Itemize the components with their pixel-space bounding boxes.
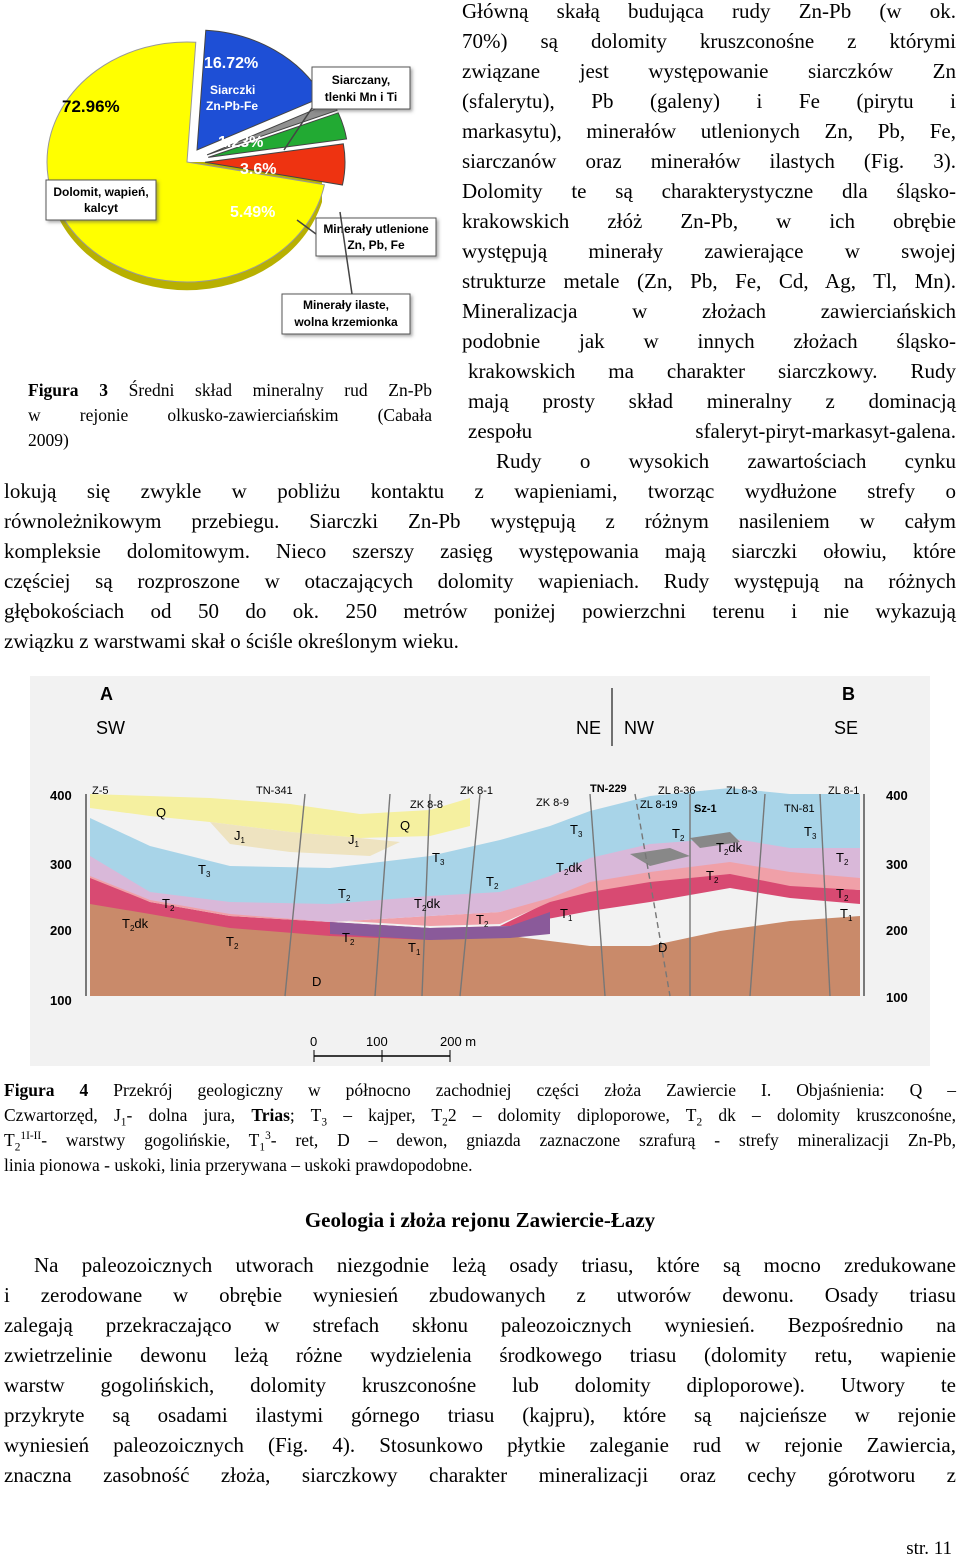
pie-pct-clay: 3.6% (240, 161, 277, 178)
text-line: zwietrzelinie dewonu leżą różne wydzielenia środkowego triasu (dolomity retu, wapienie (4, 1343, 956, 1367)
label-NE: NE (576, 718, 602, 738)
label-A: A (100, 684, 113, 704)
figure3-caption-line2: w rejonie olkusko-zawierciańskim (Cabała (28, 405, 432, 425)
figure3-pie-chart (22, 12, 442, 342)
svg-text:T3: $T_3$ (804, 824, 817, 841)
callout-clay-1: Minerały ilaste, (302, 298, 390, 312)
svg-text:T1: $T_1$ (408, 940, 421, 957)
text-line: związku z warstwami skał o ściśle określonym wieku. (4, 629, 459, 653)
text-line: krakowskich złóż Zn-Pb, w ich obrębie (462, 209, 956, 233)
text-line: kompleksie dolomitowym. Nieco szerszy zasięg występowania mają siarczki ołowiu, które (4, 539, 956, 563)
text-line: częściej są rozproszone w otaczających dolomity wapieniach. Rudy występują na różnych (4, 569, 956, 593)
svg-text:Q: Q (156, 805, 167, 820)
svg-text:ZL 8-1: ZL 8-1 (828, 785, 860, 797)
svg-text:100: 100 (50, 993, 72, 1008)
svg-text:T2: $T_2$ (162, 896, 175, 913)
label-NW: NW (624, 718, 654, 738)
callout-sulfates-1: Siarczany, (331, 73, 391, 87)
svg-text:ZK 8-9: ZK 8-9 (536, 797, 570, 809)
svg-text:ZL 8-3: ZL 8-3 (726, 785, 758, 797)
callout-sulfates-2: tlenki Mn i Ti (324, 90, 398, 104)
svg-text:ZK 8-1: ZK 8-1 (460, 785, 494, 797)
svg-text:T2dk: $T_2dk$ (414, 896, 441, 913)
text-line: Rudy o wysokich zawartościach cynku (496, 449, 956, 473)
svg-text:400: 400 (886, 788, 908, 803)
section-paragraph (4, 1250, 956, 1490)
pie-pct-sulfides: 16.72% (204, 55, 259, 72)
svg-text:T2: $T_2$ (486, 874, 499, 891)
text-line: (sfalerytu), Pb (galeny) i Fe (pirytu i (462, 89, 956, 113)
svg-text:T2: $T_2$ (836, 886, 849, 903)
svg-text:T2dk: $T_2dk$ (122, 916, 149, 933)
figure4-caption-label: Figura 4 (4, 1080, 89, 1100)
svg-text:TN-229: TN-229 (590, 783, 627, 795)
svg-text:T2: $T_2$ (476, 912, 489, 929)
figure3-caption-line3: 2009) (28, 430, 69, 450)
text-line: związane jest występowanie siarczków Zn (462, 59, 956, 83)
figure4-cross-section (30, 676, 930, 1066)
text-line: warstw gogolińskich, dolomity kruszconośne lub dolomity diploporowe). Utwory te (4, 1373, 956, 1397)
callout-clay-2: wolna krzemionka (294, 315, 398, 329)
paragraph-full-width (4, 476, 956, 656)
label-B: B (842, 684, 855, 704)
pie-label-sulfides-2: Zn-Pb-Fe (206, 99, 258, 113)
callout-dolomite-1: Dolomit, wapień, (53, 185, 149, 199)
pie-pct-oxidized: 5.49% (230, 204, 276, 221)
svg-text:J1: $J_1$ (234, 828, 245, 845)
svg-text:400: 400 (50, 788, 72, 803)
text-line: wyniesień paleozoicznych (Fig. 4). Stosunkowo płytkie zaleganie rud w rejonie Zawiercia, (4, 1433, 956, 1457)
figure4-caption: Figura 4 Przekrój geologiczny w północno zachodniej części złoża Zawiercie I. Objaśnienia: Q – Czwartorzęd, $J_1-$ dolna jura, Trias; $T_3$ – kajper, $T_22$ – dolomity diploporowe, $T_2$ dk – dolomity kruszconośne, $T_2^{1I-II}-$ warstwy gogolińskie, $T_1^3-$ ret, D – dewon, gniazda zaznaczone szrafurą - strefy mineralizacji Zn-Pb, linia pionowa - uskoki, linia przerywana – uskoki prawdopodobne. (4, 1080, 957, 1175)
callout-dolomite-2: kalcyt (83, 201, 119, 215)
text-line: Na paleozoicznych utworach niezgodnie leżą osady triasu, które są mocno zredukowane (34, 1253, 956, 1277)
page-number: str. 11 (906, 1538, 952, 1559)
pie-label-sulfides-1: Siarczki (210, 83, 256, 97)
svg-text:T2dk: $T_2dk$ (556, 860, 583, 877)
svg-text:TN-81: TN-81 (784, 803, 815, 815)
svg-text:Q: Q (400, 818, 411, 833)
text-line: zalegają przekraczająco w strefach skłonu paleozoicznych wyniesień. Bezpośrednio na (4, 1313, 956, 1337)
svg-text:T1: $T_1$ (560, 906, 573, 923)
svg-text:200 m: 200 m (440, 1034, 477, 1049)
svg-text:200: 200 (886, 923, 908, 938)
svg-text:ZL 8-36: ZL 8-36 (658, 785, 696, 797)
callout-oxidized-2: Zn, Pb, Fe (347, 238, 405, 252)
svg-text:ZL 8-19: ZL 8-19 (640, 799, 678, 811)
svg-text:TN-341: TN-341 (256, 785, 293, 797)
svg-text:J1: $J_1$ (348, 832, 359, 849)
svg-text:T2: $T_2$ (672, 826, 685, 843)
svg-text:0: 0 (310, 1034, 318, 1049)
text-line: krakowskich ma charakter siarczkowy. Rudy (468, 359, 956, 383)
text-line: zespołu sfaleryt-piryt-markasyt-galena. (468, 419, 956, 443)
text-line: Dolomity te są charakterystyczne dla śląsko- (462, 179, 956, 203)
figure3-caption-label: Figura 3 (28, 380, 108, 400)
svg-text:T3: $T_3$ (198, 862, 211, 879)
text-line: podobnie jak w innych złożach śląsko- (462, 329, 956, 353)
svg-text:200: 200 (50, 923, 72, 938)
section-heading: Geologia i złoża rejonu Zawiercie-Łazy (304, 1208, 656, 1232)
svg-text:100: 100 (366, 1034, 388, 1049)
text-line: głębokościach od 50 do ok. 250 metrów poniżej powierzchni terenu i nie wykazują (4, 599, 956, 623)
svg-text:T3: $T_3$ (570, 822, 583, 839)
svg-text:T2: $T_2$ (342, 930, 355, 947)
svg-text:D: D (658, 940, 668, 955)
pie-pct-sulfates: 1.23% (218, 134, 264, 151)
label-SW: SW (96, 718, 125, 738)
label-SE: SE (834, 718, 859, 738)
figure3-caption-line1: Średni skład mineralny rud Zn-Pb (128, 380, 432, 400)
text-line: siarczanów oraz minerałów ilastych (Fig. 3). (462, 149, 956, 173)
svg-text:100: 100 (886, 990, 908, 1005)
text-line: mają prosty skład mineralny z dominacją (468, 389, 956, 413)
svg-text:T3: $T_3$ (432, 850, 445, 867)
svg-text:300: 300 (50, 857, 72, 872)
text-line: strukturze metale (Zn, Pb, Fe, Cd, Ag, Tl, Mn). (462, 269, 956, 293)
svg-text:Z-5: Z-5 (92, 785, 109, 797)
paragraph-right-column (462, 0, 956, 476)
svg-text:T1: $T_1$ (840, 906, 853, 923)
svg-text:D: D (312, 974, 322, 989)
text-line: przykryte są osadami ilastymi górnego triasu (kajpru), które są najcieńsze w rejonie (4, 1403, 956, 1427)
text-line: Mineralizacja w złożach zawierciańskich (462, 299, 956, 323)
svg-text:T2: $T_2$ (706, 868, 719, 885)
svg-text:T2: $T_2$ (338, 886, 351, 903)
pie-pct-dolomite: 72.96% (62, 97, 120, 116)
svg-text:300: 300 (886, 857, 908, 872)
text-line: i zerodowane w obrębie wyniesień zbudowanych z utworów dewonu. Osady triasu (4, 1283, 956, 1307)
text-line: 70%) są dolomity kruszconośne z którymi (462, 29, 956, 53)
svg-text:T2dk: $T_2dk$ (716, 840, 743, 857)
svg-text:ZK 8-8: ZK 8-8 (410, 799, 444, 811)
text-line: równoleżnikowym przebiegu. Siarczki Zn-Pb występują z różnym nasileniem w całym (4, 509, 956, 533)
svg-text:T2: $T_2$ (836, 850, 849, 867)
text-line: markasytu), minerałów utlenionych Zn, Pb, Fe, (462, 119, 956, 143)
callout-oxidized-1: Minerały utlenione (323, 222, 429, 236)
svg-text:Sz-1: Sz-1 (694, 803, 717, 815)
figure3-caption (28, 378, 432, 453)
text-line: lokują się zwykle w pobliżu kontaktu z wapieniami, tworząc wydłużone strefy o (4, 479, 956, 503)
svg-text:T2: $T_2$ (226, 934, 239, 951)
text-line: Główną skałą budująca rudy Zn-Pb (w ok. (462, 0, 956, 23)
text-line: znaczna zasobność złoża, siarczkowy charakter mineralizacji oraz cechy górotworu z (4, 1463, 956, 1487)
text-line: występują minerały zawierające w swojej (462, 239, 956, 263)
